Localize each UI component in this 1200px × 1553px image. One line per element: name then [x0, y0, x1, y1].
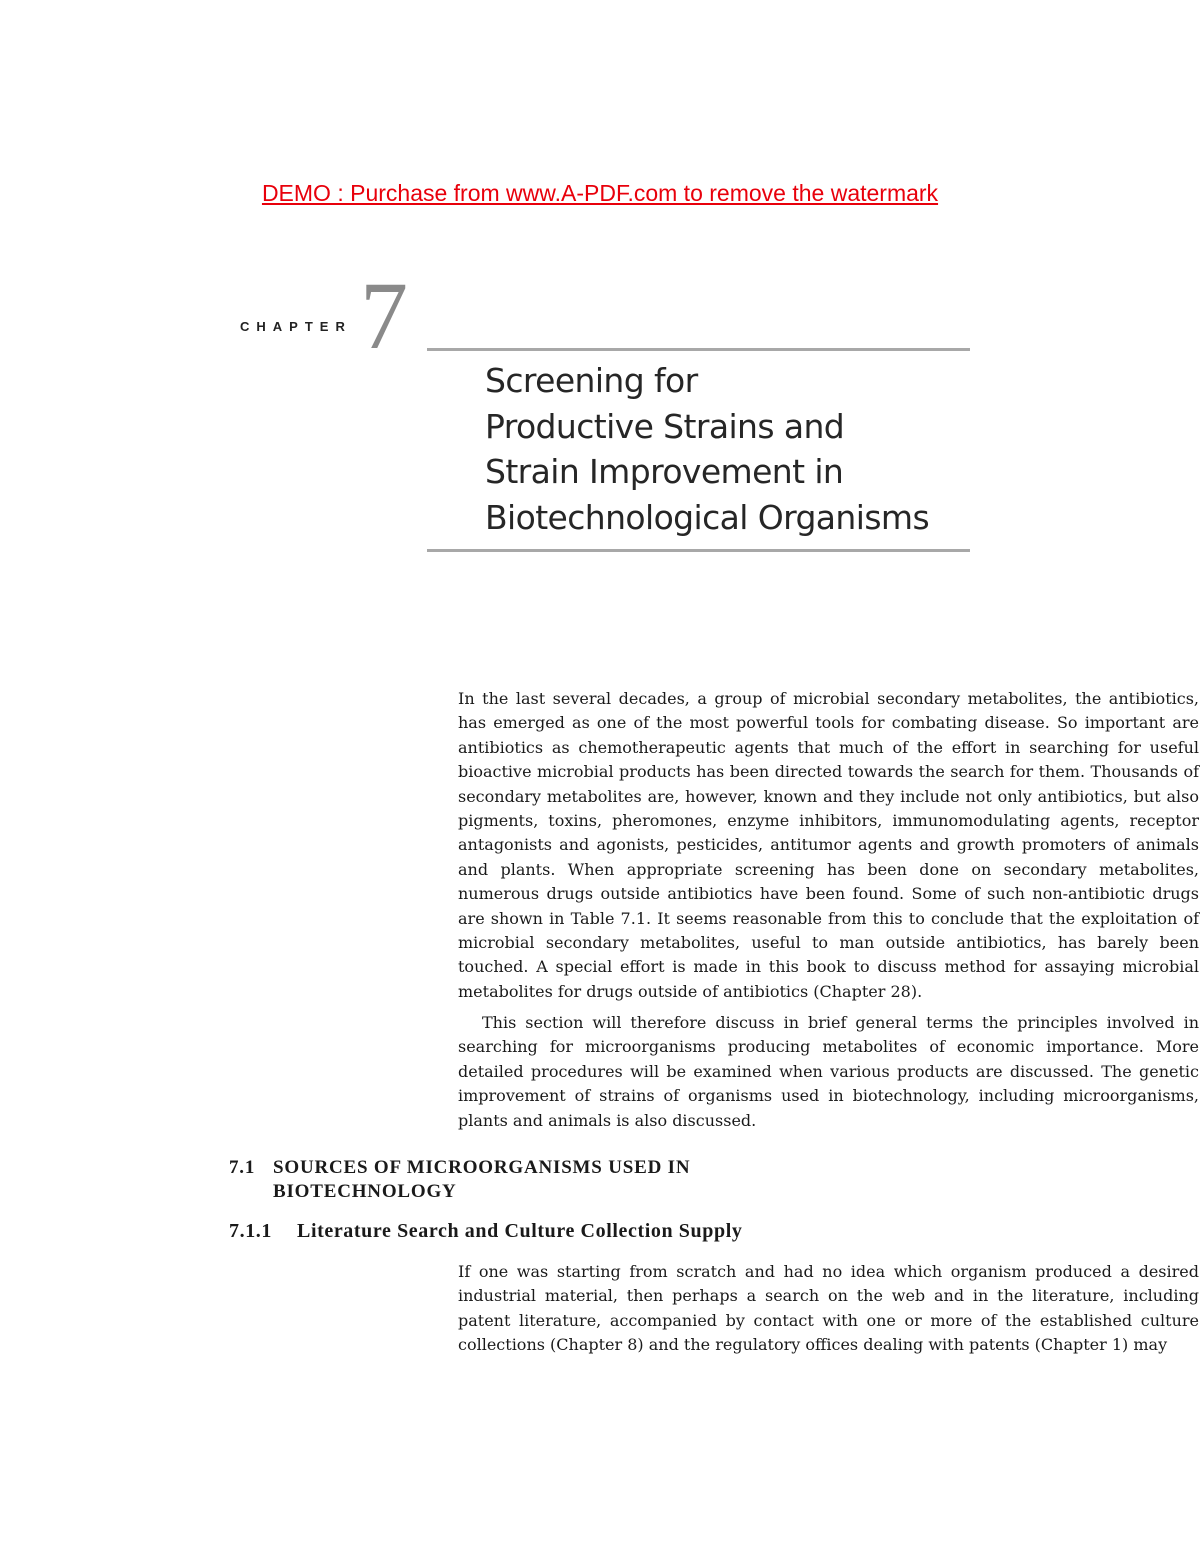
chapter-title-line: Biotechnological Organisms — [485, 497, 930, 537]
paragraph-section-overview: This section will therefore discuss in brief general terms the principles involved in searching for microorganisms producing metabolites of economic importance. More detailed procedures will be examined when various products are discussed. The genetic improvement of strains of organisms used in biotechnology, including microorganisms, plants and animals is also discussed. — [458, 1013, 1199, 1130]
watermark-link[interactable]: DEMO : Purchase from www.A-PDF.com to remove the watermark — [261, 180, 939, 206]
subsection-heading — [229, 1219, 742, 1243]
chapter-title-line: Productive Strains and — [485, 406, 845, 446]
section-title: SOURCES OF MICROORGANISMS USED IN BIOTECHNOLOGY — [273, 1157, 691, 1202]
subsection-title: Literature Search and Culture Collection Supply — [297, 1220, 743, 1242]
chapter-title-line: Strain Improvement in — [485, 452, 844, 491]
title-top-rule — [427, 348, 970, 351]
section-number: 7.1 — [229, 1157, 256, 1178]
subsection-number: 7.1.1 — [229, 1220, 272, 1242]
paragraph-intro: In the last several decades, a group of microbial secondary metabolites, the antibiotics, has emerged as one of the most powerful tools for combating disease. So important are antibiotics as chemotherapeutic agents that much of the effort in searching for useful bioactive microbial products has been directed towards the search for them. Thousands of secondary metabolites are, however, known and they include not only antibiotics, but also pigments, toxins, pheromones, enzyme inhibitors, immunomodulating agents, receptor antagonists and agonists, pesticides, antitumor agents and growth promoters of animals and plants. When appropriate screening has been done on secondary metabolites, numerous drugs outside antibiotics have been found. Some of such non-antibiotic drugs are shown in Table 7.1. It seems reasonable from this to conclude that the exploitation of microbial secondary metabolites, useful to man outside antibiotics, has barely been touched. A special effort is made in this book to discuss method for assaying microbial metabolites for drugs outside of antibiotics (Chapter 28). — [458, 689, 1199, 1001]
chapter-label: CHAPTER — [240, 319, 352, 334]
chapter-number: 7 — [360, 262, 408, 369]
paragraph-literature-search: If one was starting from scratch and had no idea which organism produced a desired industrial material, then perhaps a search on the web and in the literature, including patent literature, accompanied by contact with one or more of the established culture collections (Chapter 8) and the regulatory offices dealing with patents (Chapter 1) may — [458, 1262, 1199, 1355]
title-bottom-rule — [427, 549, 970, 552]
section-heading — [229, 1156, 833, 1204]
chapter-title — [485, 358, 985, 540]
chapter-title-line: Screening for — [485, 361, 698, 400]
